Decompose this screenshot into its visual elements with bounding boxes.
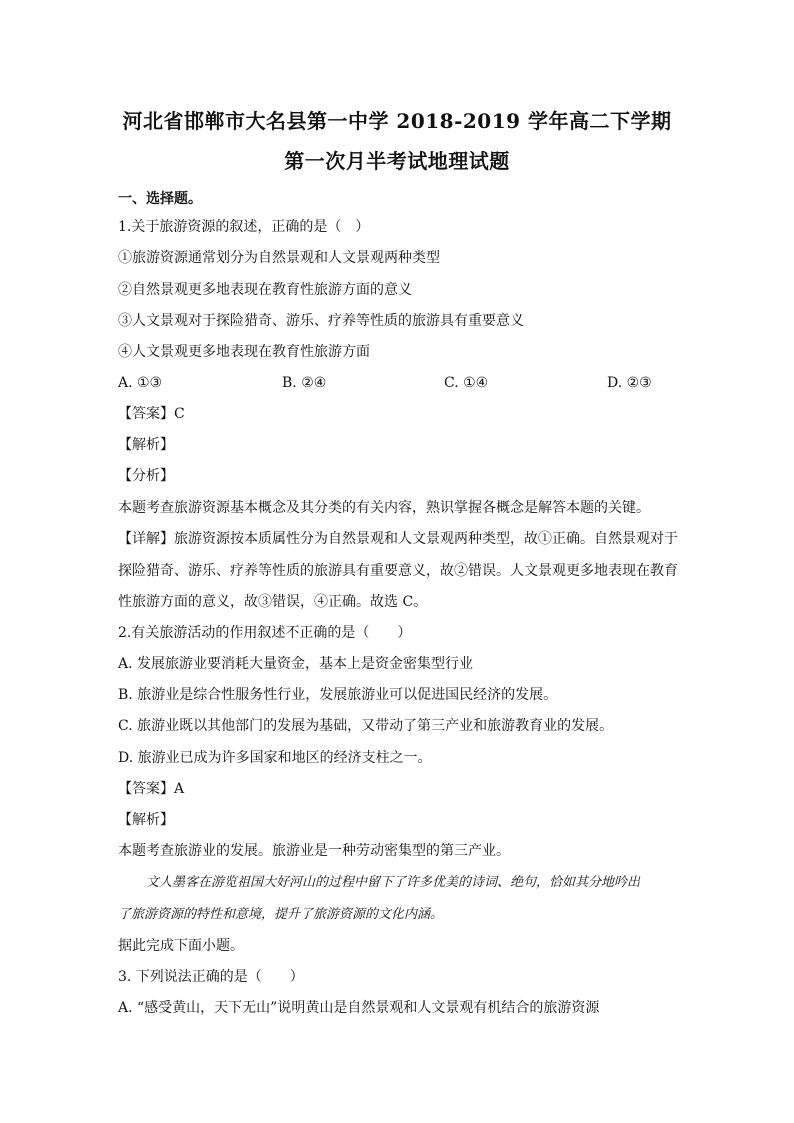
- q1-item-1: ①旅游资源通常划分为自然景观和人文景观两种类型: [118, 250, 440, 266]
- q1-fenxi-text: 本题考查旅游资源基本概念及其分类的有关内容，熟识掌握各概念是解答本题的关键。: [118, 500, 650, 516]
- q3-stem: 3. 下列说法正确的是（ ）: [118, 969, 304, 985]
- q2-option-d: D. 旅游业已成为许多国家和地区的经济支柱之一。: [118, 750, 432, 766]
- q1-fenxi-label: 【分析】: [118, 468, 174, 484]
- q1-detail-line-3: 性旅游方面的意义，故③错误，④正确。故选 C。: [118, 594, 428, 610]
- q2-answer: 【答案】A: [118, 781, 185, 797]
- q1-item-2: ②自然景观更多地表现在教育性旅游方面的意义: [118, 282, 412, 298]
- q1-answer: 【答案】C: [118, 406, 185, 422]
- q2-stem: 2.有关旅游活动的作用叙述不正确的是（ ）: [118, 625, 412, 641]
- q1-analysis-label: 【解析】: [118, 437, 174, 453]
- q3-option-a: A. “感受黄山，天下无山”说明黄山是自然景观和人文景观有机结合的旅游资源: [118, 1000, 600, 1016]
- passage-line-1: 文人墨客在游览祖国大好河山的过程中留下了许多优美的诗词、绝句，恰如其分地吟出: [146, 875, 641, 890]
- title-line-1: 河北省邯郸市大名县第一中学 2018-2019 学年高二下学期: [122, 109, 672, 133]
- passage-line-2: 了旅游资源的特性和意境，提升了旅游资源的文化内涵。: [118, 907, 444, 922]
- q1-option-b: B. ②④: [282, 375, 327, 391]
- q1-option-d: D. ②③: [607, 375, 652, 391]
- q1-detail-line-2: 探险猎奇、游乐、疗养等性质的旅游具有重要意义，故②错误。人文景观更多地表现在教育: [118, 563, 678, 579]
- q1-option-c: C. ①④: [444, 375, 489, 391]
- q2-option-c: C. 旅游业既以其他部门的发展为基础，又带动了第三产业和旅游教育业的发展。: [118, 718, 614, 734]
- q2-analysis-text: 本题考查旅游业的发展。旅游业是一种劳动密集型的第三产业。: [118, 843, 510, 859]
- q2-analysis-label: 【解析】: [118, 812, 174, 828]
- q1-option-a: A. ①③: [118, 375, 163, 391]
- q2-option-b: B. 旅游业是综合性服务性行业，发展旅游业可以促进国民经济的发展。: [118, 687, 558, 703]
- q1-item-4: ④人文景观更多地表现在教育性旅游方面: [118, 344, 370, 360]
- q2-option-a: A. 发展旅游业要消耗大量资金，基本上是资金密集型行业: [118, 656, 474, 672]
- q1-stem: 1.关于旅游资源的叙述，正确的是（ ）: [118, 219, 370, 235]
- title-line-2: 第一次月半考试地理试题: [284, 149, 510, 173]
- q1-item-3: ③人文景观对于探险猎奇、游乐、疗养等性质的旅游具有重要意义: [118, 313, 524, 329]
- section-heading: 一、选择题。: [118, 191, 202, 207]
- passage-instruction: 据此完成下面小题。: [118, 938, 244, 954]
- q1-detail-line-1: 【详解】旅游资源按本质属性分为自然景观和人文景观两种类型，故①正确。自然景观对于: [118, 531, 678, 547]
